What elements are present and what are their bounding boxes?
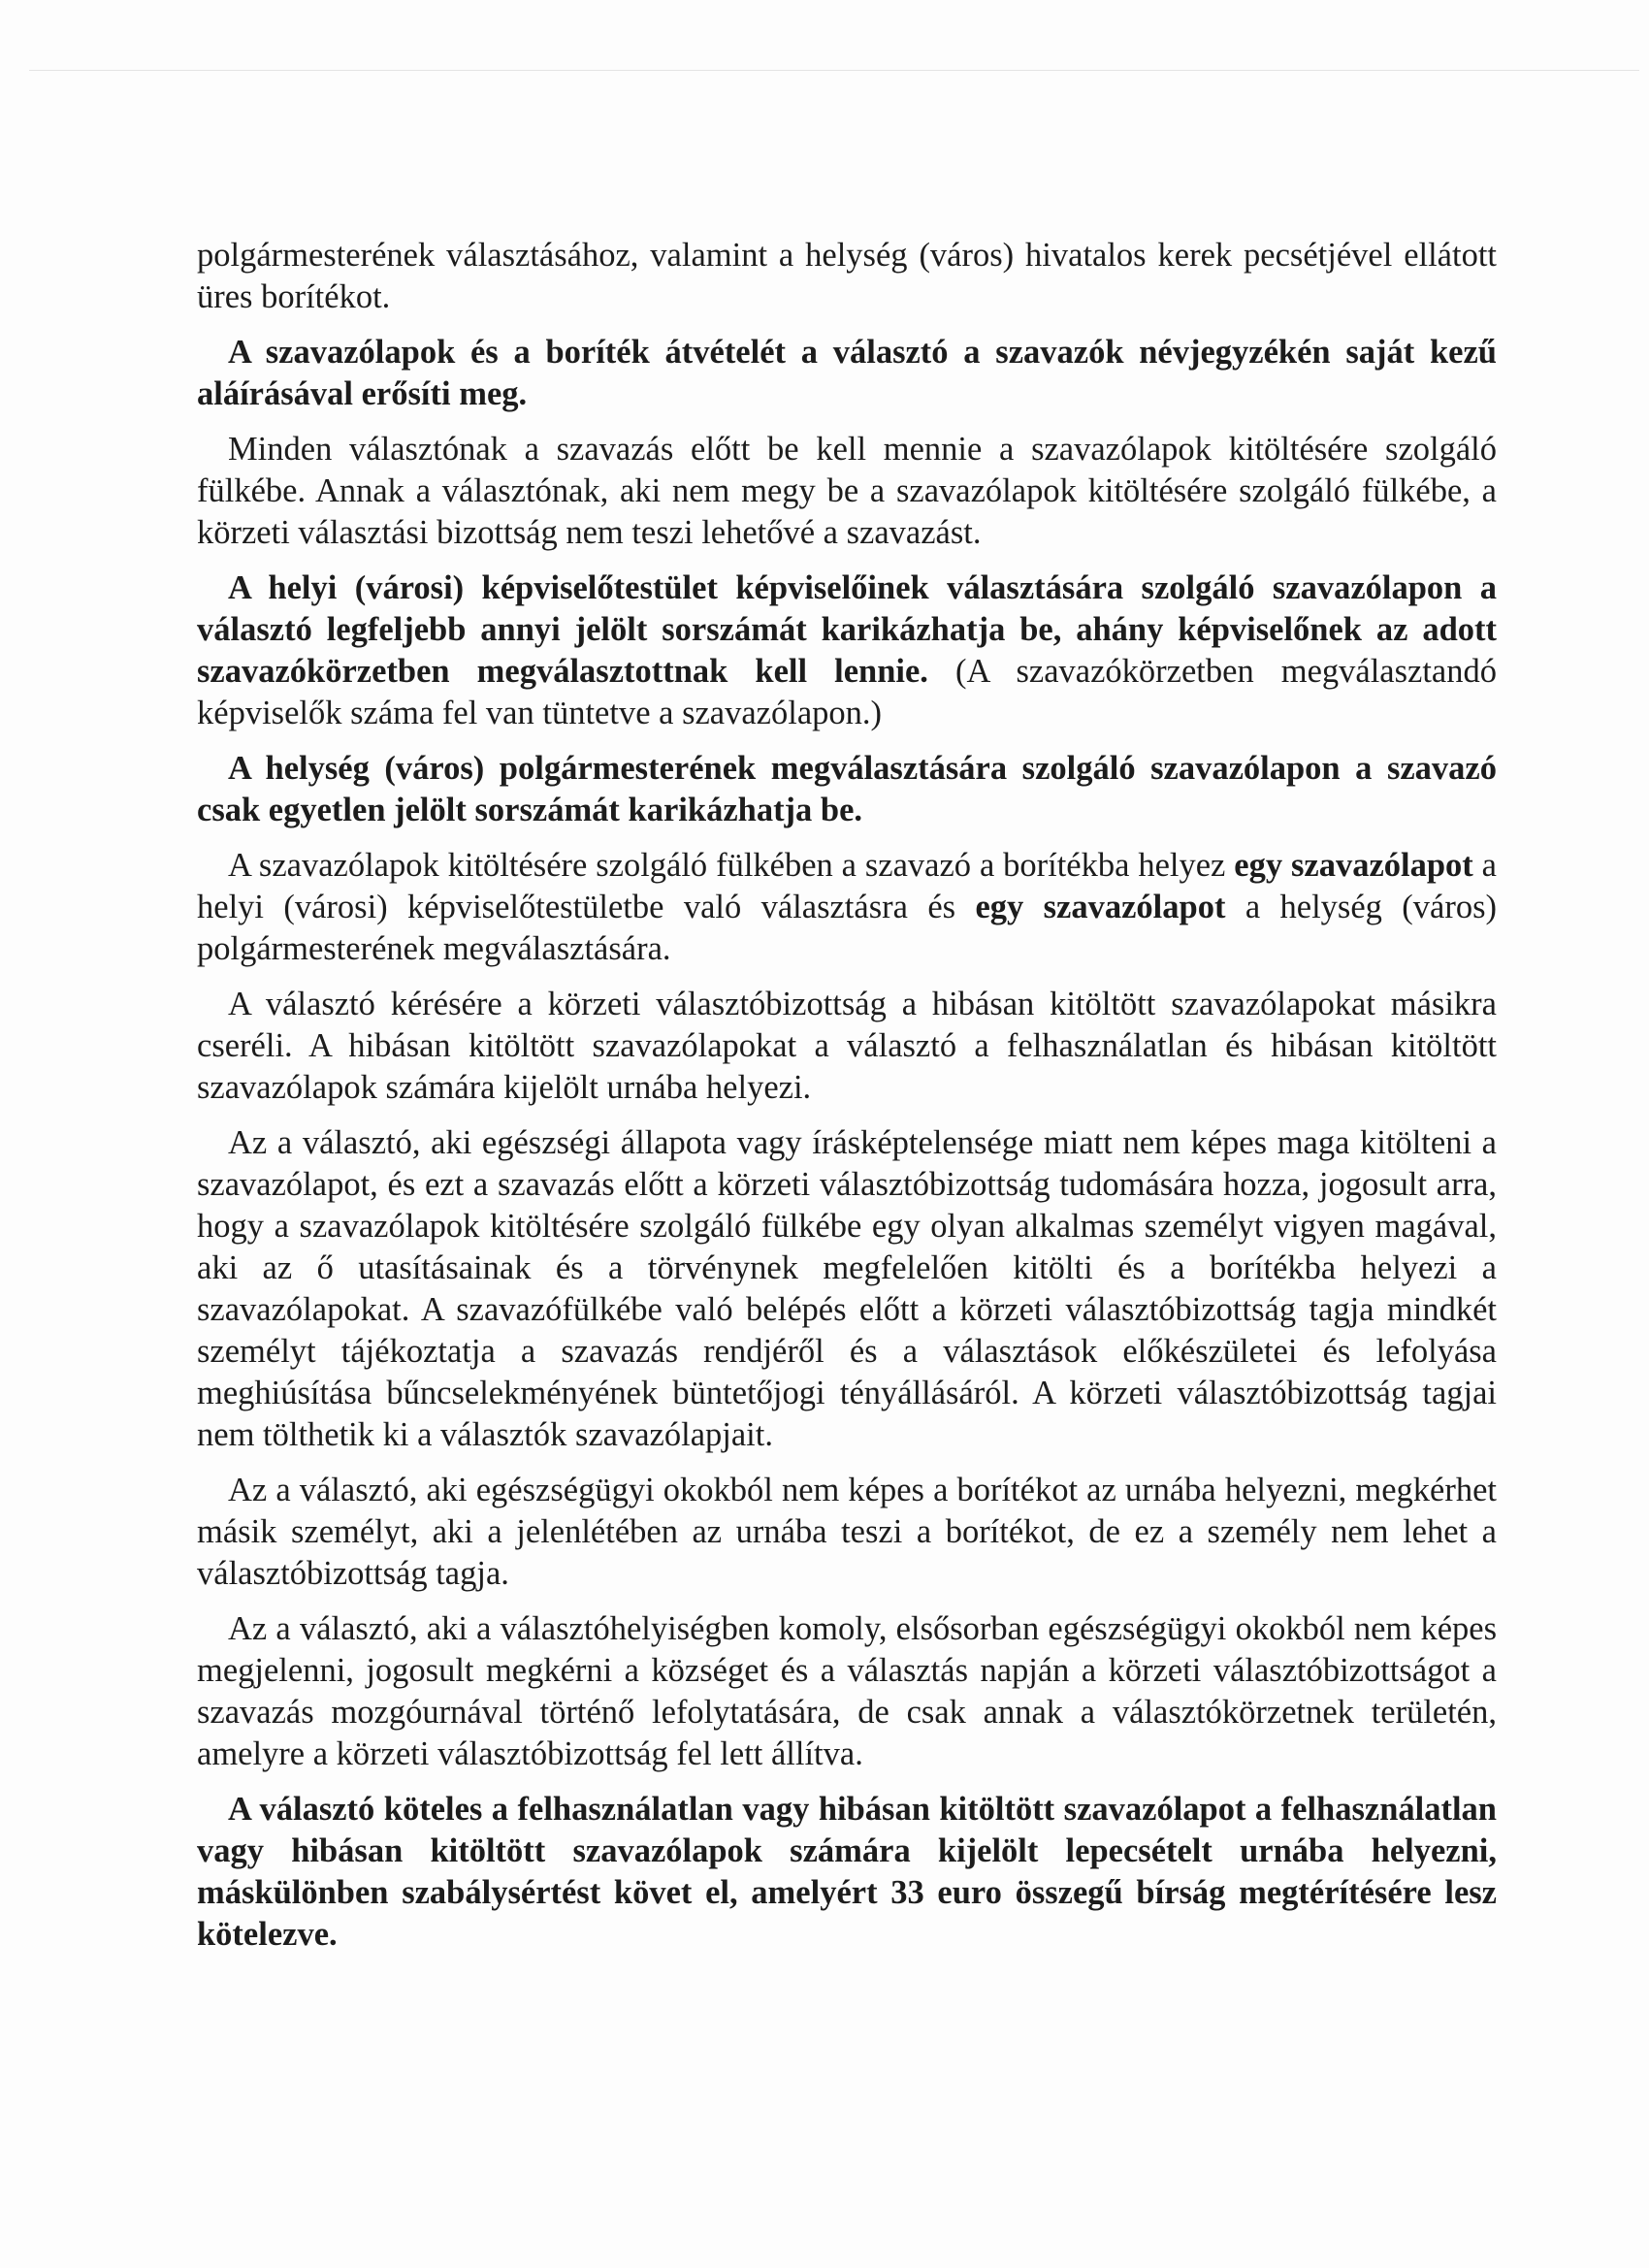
paragraph-1-text: polgármesterének választásához, valamint a helység (város) hivatalos kerek pecsétjével ellátott üres borítékot. (197, 237, 1497, 315)
paragraph-5-text: A helység (város) polgármesterének megválasztására szolgáló szavazólapon a szavazó csak egyetlen jelölt sorszámát karikázhatja be. (197, 750, 1497, 828)
paragraph-8 (197, 1122, 1497, 1456)
paragraph-8-text: Az a választó, aki egészségi állapota vagy írásképtelensége miatt nem képes maga kitölteni a szavazólapot, és ezt a szavazás előtt a körzeti választóbizottság tudomására hozza, jogosult arra, hogy a szavazólapok kitöltésére szolgáló fülkébe egy olyan alkalmas személyt vigyen magával, aki az ő utasításainak és a törvénynek megfelelően kitölti és a borítékba helyezi a szavazólapokat. A szavazófülkébe való belépés előtt a körzeti választóbizottság tagja mindkét személyt tájékoztatja a szavazás rendjéről és a választások előkészületei és lefolyása meghiúsítása bűncselekményének büntetőjogi tényállásáról. A körzeti választóbizottság tagjai nem tölthetik ki a választók szavazólapjait. (197, 1124, 1497, 1453)
paragraph-11 (197, 1789, 1497, 1956)
paragraph-4-normal-run: (A szavazókörzetben megválasztandó képviselők száma fel van tüntetve a szavazólapon.) (197, 653, 1497, 731)
paragraph-6-run-2: egy szavazólapot (1234, 847, 1473, 884)
paragraph-6-run-4: egy szavazólapot (975, 889, 1226, 925)
paragraph-6-run-1: A szavazólapok kitöltésére szolgáló fülkében a szavazó a borítékba helyez (228, 847, 1235, 884)
paragraph-9 (197, 1470, 1497, 1595)
paragraph-4 (197, 567, 1497, 734)
paragraph-6 (197, 845, 1497, 970)
paragraph-10 (197, 1608, 1497, 1775)
paragraph-6-run-3: a helyi (városi) képviselőtestületbe való választásra és (197, 847, 1497, 925)
paragraph-2 (197, 332, 1497, 415)
document-body (197, 235, 1497, 1969)
paragraph-10-text: Az a választó, aki a választóhelyiségben komoly, elsősorban egészségügyi okokból nem képes megjelenni, jogosult megkérni a községet és a választás napján a körzeti választóbizottságot a szavazás mozgóurnával történő lefolytatására, de csak annak a választókörzetnek területén, amelyre a körzeti választóbizottság fel lett állítva. (197, 1610, 1497, 1772)
paragraph-7-text: A választó kérésére a körzeti választóbizottság a hibásan kitöltött szavazólapokat másikra cseréli. A hibásan kitöltött szavazólapokat a választó a felhasználatlan és hibásan kitöltött szavazólapok számára kijelölt urnába helyezi. (197, 986, 1497, 1106)
paragraph-3-text: Minden választónak a szavazás előtt be kell mennie a szavazólapok kitöltésére szolgáló fülkébe. Annak a választónak, aki nem megy be a szavazólapok kitöltésére szolgáló fülkébe, a körzeti választási bizottság nem teszi lehetővé a szavazást. (197, 431, 1497, 551)
paragraph-4-bold-run: A helyi (városi) képviselőtestület képviselőinek választására szolgáló szavazólapon a választó legfeljebb annyi jelölt sorszámát karikázhatja be, ahány képviselőnek az adott szavazókörzetben megválasztottnak kell lennie. (197, 569, 1497, 690)
paragraph-11-text: A választó köteles a felhasználatlan vagy hibásan kitöltött szavazólapot a felhasználatlan vagy hibásan kitöltött szavazólapok számára kijelölt lepecsételt urnába helyezni, máskülönben szabálysértést követ el, amelyért 33 euro összegű bírság megtérítésére lesz kötelezve. (197, 1791, 1497, 1953)
paragraph-9-text: Az a választó, aki egészségügyi okokból nem képes a borítékot az urnába helyezni, megkérhet másik személyt, aki a jelenlétében az urnába teszi a borítékot, de ez a személy nem lehet a választóbizottság tagja. (197, 1472, 1497, 1592)
paragraph-6-run-5: a helység (város) polgármesterének megválasztására. (197, 889, 1497, 967)
paragraph-1 (197, 235, 1497, 318)
paragraph-3 (197, 429, 1497, 554)
paragraph-2-text: A szavazólapok és a boríték átvételét a választó a szavazók névjegyzékén saját kezű aláírásával erősíti meg. (197, 334, 1497, 412)
paragraph-7 (197, 984, 1497, 1109)
scan-top-edge (29, 70, 1639, 71)
paragraph-5 (197, 748, 1497, 831)
